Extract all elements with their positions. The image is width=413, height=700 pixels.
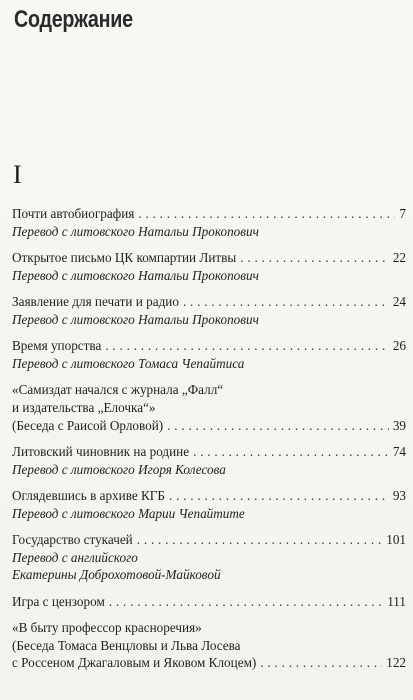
toc-entry-translator: Екатерины Доброхотовой-Майковой bbox=[12, 567, 221, 583]
toc-entry-page-number: 111 bbox=[387, 593, 406, 609]
toc-entry-title: Заявление для печати и радио bbox=[12, 294, 179, 310]
dot-leader bbox=[105, 337, 389, 355]
toc-entry-translator: Перевод с литовского Натальи Прокопович bbox=[12, 267, 259, 283]
toc-entry-page-number: 24 bbox=[392, 294, 406, 310]
toc-entry-title-line bbox=[12, 593, 406, 611]
toc-entry bbox=[12, 487, 406, 522]
toc-entry-title-line bbox=[12, 654, 406, 672]
toc-entry-page-number: 26 bbox=[392, 338, 406, 354]
toc-entry-translator: Перевод с английского bbox=[12, 549, 138, 565]
toc-entry-page-number: 22 bbox=[392, 250, 406, 266]
toc-entry-title-line bbox=[12, 293, 406, 311]
dot-leader bbox=[138, 205, 395, 223]
toc-entry-title: Игра с цензором bbox=[12, 593, 105, 609]
toc-entry-page-number: 39 bbox=[392, 417, 406, 433]
toc-entry-translator: Перевод с литовского Игоря Колесова bbox=[12, 461, 226, 477]
toc-entry-title-line bbox=[12, 417, 406, 435]
toc-entry bbox=[12, 205, 406, 240]
toc-entry-page-number: 7 bbox=[399, 206, 406, 221]
toc-entry-title: Литовский чиновник на родине bbox=[12, 443, 190, 459]
dot-leader bbox=[260, 654, 382, 672]
toc-entry-title: Государство стукачей bbox=[12, 532, 133, 548]
toc-entry-title: Оглядевшись в архиве КГБ bbox=[12, 488, 165, 504]
toc-entry bbox=[12, 531, 406, 584]
toc-entry-page-number: 74 bbox=[392, 443, 406, 459]
dot-leader bbox=[137, 531, 382, 549]
toc-entry-title: «В быту профессор красноречия» bbox=[12, 620, 202, 636]
toc-entry-page-number: 101 bbox=[386, 532, 406, 548]
toc-entry-translator: Перевод с литовского Натальи Прокопович bbox=[12, 311, 259, 327]
toc-entry-title-line bbox=[12, 337, 406, 355]
toc-entry-title-line bbox=[12, 205, 406, 223]
dot-leader bbox=[167, 417, 389, 435]
dot-leader bbox=[193, 443, 389, 461]
toc-entry-title: Открытое письмо ЦК компартии Литвы bbox=[12, 250, 237, 266]
toc-entry-title: Время упорства bbox=[12, 338, 102, 354]
toc-entry-title: и издательства „Елочка“» bbox=[12, 399, 156, 415]
toc-entry bbox=[12, 381, 406, 434]
dot-leader bbox=[169, 487, 389, 505]
toc-entry bbox=[12, 337, 406, 372]
toc-entry bbox=[12, 293, 406, 328]
dot-leader bbox=[183, 293, 389, 311]
toc-entry-title-line bbox=[12, 249, 406, 267]
toc-entry-title: (Беседа Томаса Венцловы и Льва Лосева bbox=[12, 637, 241, 653]
toc-entry-title: Почти автобиография bbox=[12, 206, 135, 221]
toc-entry-page-number: 93 bbox=[392, 488, 406, 504]
toc-entry bbox=[12, 443, 406, 478]
toc-entry bbox=[12, 619, 406, 672]
toc-entry-translator: Перевод с литовского Томаса Чепайтиса bbox=[12, 355, 245, 371]
page-title: Содержание bbox=[14, 6, 133, 33]
toc-entry bbox=[12, 593, 406, 611]
toc-entry-translator: Перевод с литовского Марии Чепайтите bbox=[12, 505, 245, 521]
toc-entry-title: с Россеном Джагаловым и Яковом Клоцем) bbox=[12, 655, 257, 671]
toc-entry-title-line bbox=[12, 531, 406, 549]
toc-entry-title-line bbox=[12, 487, 406, 505]
section-numeral: I bbox=[13, 160, 22, 189]
dot-leader bbox=[109, 593, 383, 611]
toc-entry-title: «Самиздат начался с журнала „Фалл“ bbox=[12, 382, 224, 398]
table-of-contents bbox=[12, 205, 406, 681]
toc-entry-translator: Перевод с литовского Натальи Прокопович bbox=[12, 223, 259, 239]
dot-leader bbox=[240, 249, 389, 267]
toc-entry-title-line bbox=[12, 443, 406, 461]
toc-entry bbox=[12, 249, 406, 284]
toc-entry-page-number: 122 bbox=[386, 655, 406, 671]
toc-entry-title: (Беседа с Раисой Орловой) bbox=[12, 417, 164, 433]
